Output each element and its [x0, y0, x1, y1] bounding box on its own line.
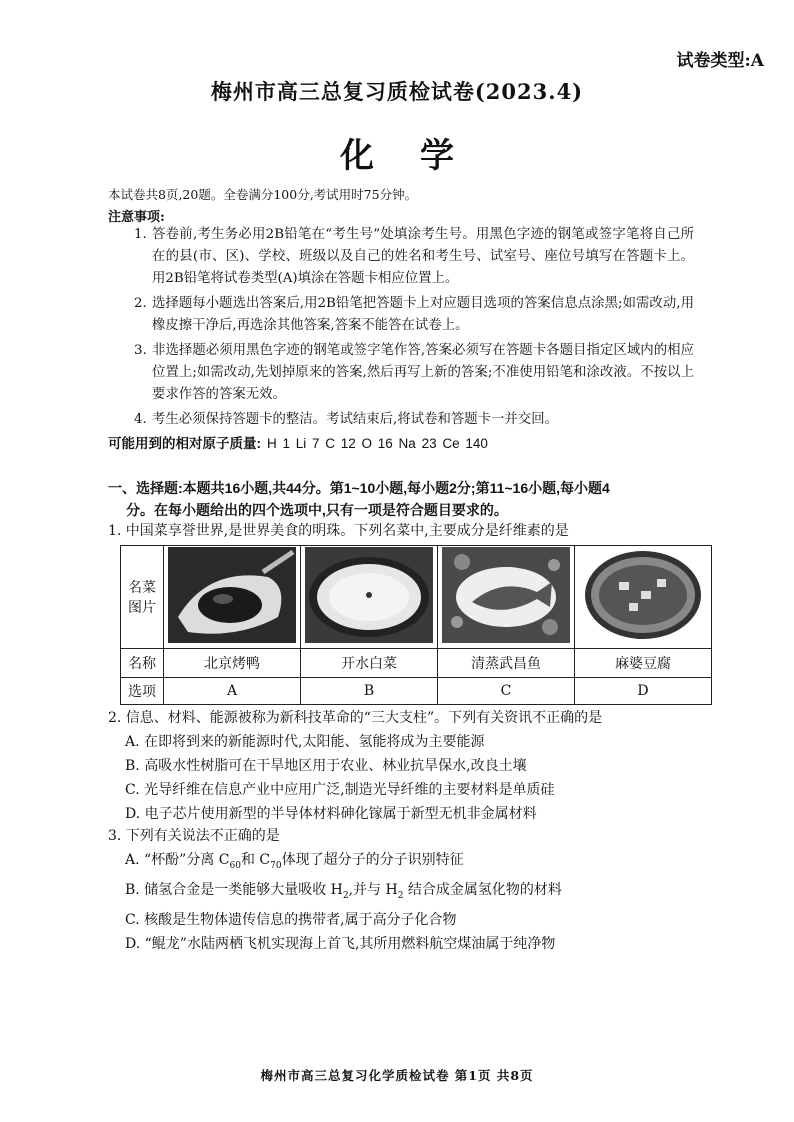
- exam-info: 本试卷共8页,20题。全卷满分100分,考试用时75分钟。: [108, 187, 418, 202]
- roast-duck-image: [168, 547, 296, 643]
- dish-image-d: [575, 546, 712, 649]
- option-row-header: 选项: [121, 678, 164, 705]
- atomic-mass-label: 可能用到的相对原子质量:: [108, 436, 261, 451]
- notice-text: 非选择题必须用黑色字迹的钢笔或签字笔作答,答案必须写在答题卡各题目指定区域内的相应位置上;如需改动,先划掉原来的答案,然后再写上新的答案;不准使用铅笔和涂改液。不按以上要求作答的答案无效。: [152, 343, 694, 402]
- image-row-label-1: 名菜: [128, 579, 156, 595]
- notice-item: [134, 224, 694, 290]
- dish-image-row: [121, 546, 712, 649]
- image-row-header: [121, 546, 164, 649]
- section-line-2: 分。在每小题给出的四个选项中,只有一项是符合题目要求的。: [126, 502, 508, 518]
- notice-text: 答卷前,考生务必用2B铅笔在“考生号”处填涂考生号。用黑色字迹的钢笔或签字笔将自己所在的县(市、区)、学校、班级以及自己的姓名和考生号、试室号、座位号填写在答题卡上。用2B铅笔将试卷类型(A)填涂在答题卡相应位置上。: [152, 227, 694, 286]
- question-3-option-b: B. 储氢合金是一类能够大量吸收 $H_2$,并与 $H_2$ 结合成金属氢化物的材料: [125, 881, 562, 901]
- dish-option-row: [121, 678, 712, 705]
- atomic-mass-line: [108, 432, 488, 452]
- question-3: [108, 826, 728, 958]
- notice-item: [134, 293, 694, 337]
- paper-type-label: 试卷类型:A: [676, 51, 764, 71]
- image-row-label-2: 图片: [128, 599, 156, 615]
- question-1: [108, 521, 728, 545]
- question-2-option-c: C. 光导纤维在信息产业中应用广泛,制造光导纤维的主要材料是单质硅: [125, 782, 555, 798]
- mapo-tofu-image: [579, 547, 707, 643]
- dish-option: B: [301, 678, 438, 705]
- dish-option: D: [575, 678, 712, 705]
- notice-item: [134, 409, 694, 431]
- steamed-fish-image: [442, 547, 570, 643]
- notice-item: [134, 340, 694, 406]
- question-2-option-a: A. 在即将到来的新能源时代,太阳能、氢能将成为主要能源: [125, 734, 485, 750]
- atomic-mass-values: H 1 Li 7 C 12 O 16 Na 23 Ce 140: [267, 436, 488, 451]
- page-footer: 梅州市高三总复习化学质检试卷 第1页 共8页: [260, 1068, 534, 1083]
- question-2: [108, 708, 728, 828]
- dish-name: 北京烤鸭: [164, 649, 301, 678]
- question-3-option-c: C. 核酸是生物体遗传信息的携带者,属于高分子化合物: [125, 911, 457, 928]
- dish-option: C: [438, 678, 575, 705]
- cabbage-soup-image: [305, 547, 433, 643]
- notice-text: 考生必须保持答题卡的整洁。考试结束后,将试卷和答题卡一并交回。: [152, 412, 558, 427]
- notice-number: 2.: [134, 296, 147, 311]
- question-2-option-b: B. 高吸水性树脂可在干旱地区用于农业、林业抗旱保水,改良土壤: [125, 758, 527, 774]
- dish-name: 清蒸武昌鱼: [438, 649, 575, 678]
- question-1-stem: 1. 中国菜享誉世界,是世界美食的明珠。下列名菜中,主要成分是纤维素的是: [108, 523, 569, 539]
- notice-heading: 注意事项:: [108, 210, 165, 225]
- question-3-stem: 3. 下列有关说法不正确的是: [108, 828, 280, 844]
- notice-text: 选择题每小题选出答案后,用2B铅笔把答题卡上对应题目选项的答案信息点涂黑;如需改动,用橡皮擦干净后,再选涂其他答案,答案不能答在试卷上。: [152, 296, 694, 333]
- notice-number: 1.: [134, 227, 147, 242]
- dish-option: A: [164, 678, 301, 705]
- dish-name: 开水白菜: [301, 649, 438, 678]
- dish-name-row: [121, 649, 712, 678]
- notice-number: 4.: [134, 412, 147, 427]
- question-2-option-d: D. 电子芯片使用新型的半导体材料砷化镓属于新型无机非金属材料: [125, 806, 537, 822]
- dish-image-a: [164, 546, 301, 649]
- question-3-option-d: D. “鲲龙”水陆两栖飞机实现海上首飞,其所用燃料航空煤油属于纯净物: [125, 935, 556, 952]
- exam-title: 梅州市高三总复习质检试卷(2023.4): [210, 79, 584, 104]
- notice-list: [134, 224, 694, 434]
- section-heading: [108, 477, 708, 521]
- dish-table: [120, 545, 712, 705]
- name-row-header: 名称: [121, 649, 164, 678]
- dish-name: 麻婆豆腐: [575, 649, 712, 678]
- dish-image-c: [438, 546, 575, 649]
- section-line-1: 一、选择题:本题共16小题,共44分。第1~10小题,每小题2分;第11~16小题,每小题4: [108, 480, 610, 496]
- dish-image-b: [301, 546, 438, 649]
- subject-title: 化学: [340, 136, 500, 176]
- question-3-option-a: A. “杯酚”分离 $C_{60}$和 $C_{70}$体现了超分子的分子识别特征: [125, 852, 464, 871]
- question-2-stem: 2. 信息、材料、能源被称为新科技革命的“三大支柱”。下列有关资讯不正确的是: [108, 710, 603, 726]
- notice-number: 3.: [134, 343, 147, 358]
